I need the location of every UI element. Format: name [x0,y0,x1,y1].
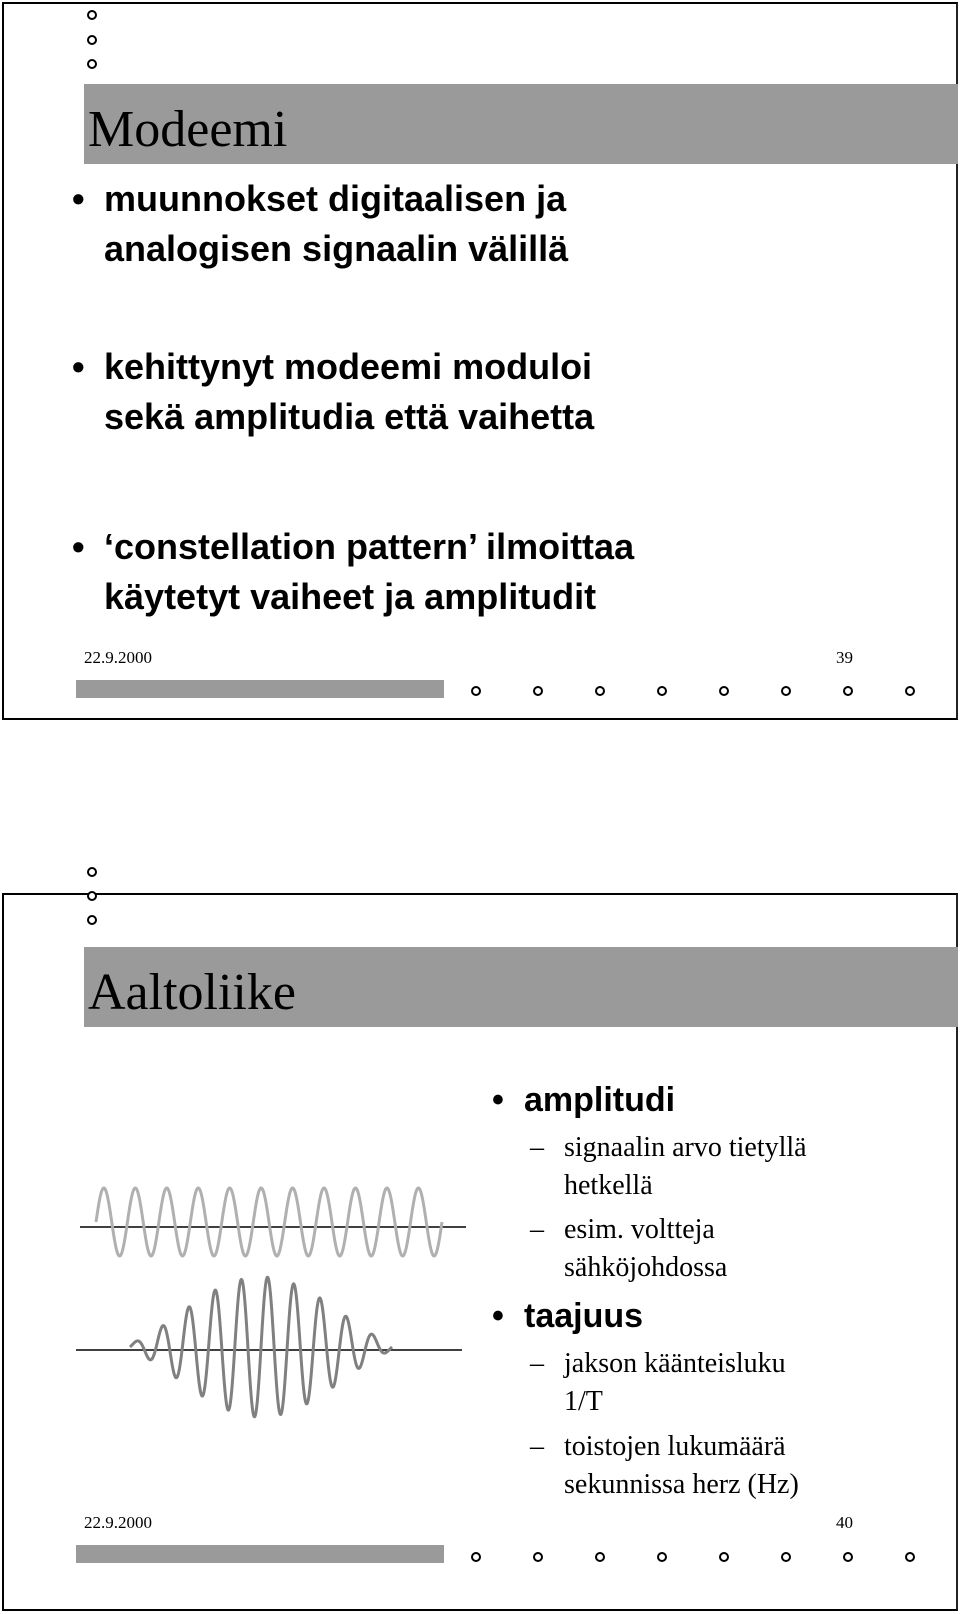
slide-title: Aaltoliike [88,964,296,1021]
sub-text-line: jakson käänteisluku [564,1348,786,1379]
footer-dot [905,686,915,696]
footer-dot [781,1552,791,1562]
bullet-mark: • [72,526,85,567]
bullet-label: amplitudi [524,1081,676,1119]
corner-dot-1 [87,867,97,877]
footer-page-number: 40 [836,1513,853,1532]
footer-dot [905,1552,915,1562]
sub-text-line: sekunnissa herz (Hz) [564,1469,799,1500]
corner-dot-2 [87,35,97,45]
sub-text-line: hetkellä [564,1170,653,1201]
footer-dot [595,686,605,696]
bullet-item-amplitudi [492,1075,676,1125]
footer-dot [533,686,543,696]
corner-dot-2 [87,891,97,901]
footer-dot [719,1552,729,1562]
bullet-mark: • [72,346,85,387]
bullet-mark: • [492,1081,504,1119]
constant-amplitude-wave [96,1188,442,1256]
dash-mark: – [530,1431,544,1462]
footer-dot [843,1552,853,1562]
footer-dot [843,686,853,696]
bullet-item [72,342,595,442]
bullet-item [72,174,569,274]
footer-date: 22.9.2000 [84,1513,152,1532]
sub-item [530,1428,799,1504]
sub-text-line: sähköjohdossa [564,1252,728,1283]
sub-text-line: toistojen lukumäärä [564,1431,786,1462]
bullet-label: taajuus [524,1297,644,1335]
corner-dot-3 [87,59,97,69]
sub-item [530,1345,786,1421]
dash-mark: – [530,1214,544,1245]
footer-dot [657,686,667,696]
bullet-item [72,522,635,622]
waveform-illustration [74,1180,474,1440]
slide-title: Modeemi [88,101,288,158]
bullet-text-line: sekä amplitudia että vaihetta [104,396,595,437]
corner-dot-1 [87,10,97,20]
footer-dot [657,1552,667,1562]
bullet-text-line: käytetyt vaiheet ja amplitudit [104,576,597,617]
footer-dot [719,686,729,696]
sub-text-line: signaalin arvo tietyllä [564,1132,807,1163]
bullet-text-line: muunnokset digitaalisen ja [104,178,567,219]
bullet-text-line: ‘constellation pattern’ ilmoittaa [104,526,635,567]
footer-date: 22.9.2000 [84,648,152,667]
slide-39 [2,2,958,720]
footer-page-number: 39 [836,648,853,667]
footer-dot [471,686,481,696]
footer-dot [533,1552,543,1562]
bullet-mark: • [492,1297,504,1335]
sub-item [530,1211,728,1287]
corner-dot-3 [87,915,97,925]
sub-text-line: 1/T [564,1386,603,1417]
modulated-amplitude-wave [130,1277,392,1416]
footer-bar [76,1545,444,1563]
footer-dot [471,1552,481,1562]
bullet-mark: • [72,178,85,219]
bullet-text-line: analogisen signaalin välillä [104,228,569,269]
dash-mark: – [530,1132,544,1163]
sub-text-line: esim. voltteja [564,1214,715,1245]
dash-mark: – [530,1348,544,1379]
footer-bar [76,680,444,698]
sub-item [530,1129,807,1205]
slide-40 [2,893,958,1611]
bullet-item-taajuus [492,1291,644,1341]
footer-dot [595,1552,605,1562]
footer-dot [781,686,791,696]
bullet-text-line: kehittynyt modeemi moduloi [104,346,593,387]
